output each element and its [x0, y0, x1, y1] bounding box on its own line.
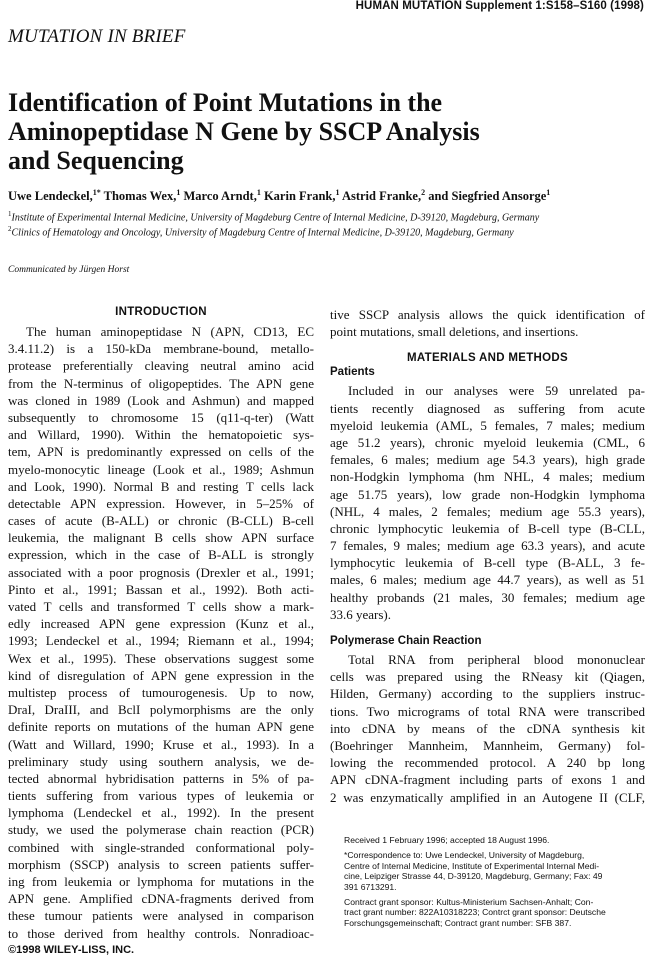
author-affiliation-marker: 1 [176, 188, 181, 197]
affiliation-1 [8, 210, 648, 223]
text-line: (NHL, 4 males, 2 females; medium age 55.3 years), [330, 503, 645, 519]
affiliation-2 [8, 225, 648, 238]
text-line: APN gene. Amplified cDNA-fragments derived from [8, 891, 314, 907]
text-line: and Look, 1990). Normal B and resting T cells lack [8, 478, 314, 494]
text-line: study, we used the polymerase chain reaction (PCR) [8, 822, 314, 838]
author-name: Uwe Lendeckel, [8, 189, 93, 204]
text-line: (Boehringer Mannheim, Mannheim, Germany) fol- [330, 737, 645, 753]
footnote-line: tract grant number: 822A10318223; Contrct grant sponsor: Deutsche [344, 907, 606, 918]
text-line: tected abnormal hybridisation patterns in 5% of pa- [8, 770, 314, 786]
text-line: APN cDNA-fragment including parts of exons 1 and [330, 772, 645, 788]
text-line: combined with single-stranded conformational poly- [8, 839, 314, 855]
text-line: protease preferentially cleaving neutral amino acid [8, 358, 314, 374]
section-label: MUTATION IN BRIEF [8, 26, 186, 47]
text-line: from the N-terminus of oligopeptides. The APN gene [8, 375, 314, 391]
text-line: non-Hodgkin lymphoma (hm NHL, 4 males; medium [330, 469, 645, 485]
text-line: definite reports on mutations of the human APN gene [8, 719, 314, 735]
author-list [8, 188, 648, 204]
introduction-body [8, 323, 314, 942]
text-line: healthy probands (21 males, 30 females; medium age [330, 589, 645, 605]
author-affiliation-marker: 1 [256, 188, 261, 197]
text-line: preliminary study using southern analysis, we de- [8, 753, 314, 769]
text-line: ing from leukemia or lymphoma for mutations in the [8, 874, 314, 889]
text-line: cases of acute (B-ALL) or chronic (B-CLL) B-cell [8, 513, 314, 529]
text-line: cells was prepared using the RNeasy kit (Qiagen, [330, 669, 645, 685]
text-line: 3.4.11.2) is a 150-kDa membrane-bound, metallo- [8, 341, 314, 357]
author-name: Thomas Wex, [103, 189, 177, 204]
text-line: The human aminopeptidase N (APN, CD13, EC [26, 324, 314, 339]
correspondence-note [330, 850, 648, 892]
text-line: kind of disregulation of APN gene expression in the [8, 667, 314, 683]
text-line: Included in our analyses were 59 unrelated pa- [348, 383, 645, 399]
grant-note [330, 897, 648, 928]
text-line: associated with a poor prognosis (Drexler et al., 1991; [8, 564, 314, 580]
text-line: Wex et al., 1995). These observations suggest some [8, 650, 314, 666]
footnote-line: Contract grant sponsor: Kultus-Ministerium Sachsen-Anhalt; Con- [344, 897, 594, 908]
text-line: lymphocytic leukemia of B-cell type (B-ALL, 3 fe- [330, 555, 645, 571]
affiliation-text: Clinics of Hematology and Oncology, University of Magdeburg Centre of Internal Medicine, D-39120, Magdeburg, Germany [11, 227, 514, 239]
text-line: multistep process of tumourogenesis. Up to now, [8, 684, 314, 700]
text-line: to those derived from healthy controls. Nonradioac- [8, 925, 314, 941]
title-line: Identification of Point Mutations in the [8, 88, 443, 117]
pcr-heading: Polymerase Chain Reaction [330, 635, 482, 647]
text-line: lowing the recommended protocol. A 240 bp long [330, 755, 645, 771]
footnote-line: 391 6713291. [344, 881, 397, 892]
footnote-line: *Correspondence to: Uwe Lendeckel, University of Magdeburg, [344, 850, 585, 861]
text-line: tem, APN is predominantly expressed on cells of the [8, 444, 314, 460]
text-line: point mutations, small deletions, and insertions. [330, 324, 579, 340]
pcr-body [330, 651, 645, 806]
text-line: into cDNA by means of the cDNA synthesis kit [330, 720, 645, 736]
text-line: 33.6 years). [330, 606, 392, 622]
right-column [330, 306, 645, 806]
patients-body [330, 382, 645, 623]
author-name: and Siegfried Ansorge [428, 189, 547, 204]
title-line: Aminopeptidase N Gene by SSCP Analysis [8, 117, 480, 146]
text-line: 2 was enzymatically amplified in an Autogene II (CLF, [330, 789, 645, 805]
text-line: Hilden, Germany) according to the suppliers instruc- [330, 686, 645, 702]
text-line: tients suffering from various types of leukemia or [8, 788, 314, 804]
affiliation-text: Institute of Experimental Internal Medicine, University of Magdeburg Centre of Internal Medicine, D-39120, Magdeburg, Germany [11, 212, 540, 224]
text-line: detectable APN expression. However, in 5–25% of [8, 495, 314, 511]
text-line: 1993; Lendeckel et al., 1994; Riemann et al., 1994; [8, 633, 314, 649]
text-line: tive SSCP analysis allows the quick identification of [330, 307, 645, 322]
footnotes [330, 835, 648, 933]
text-line: myeloid leukemia (AML, 5 females, 7 males; medium [330, 417, 645, 433]
introduction-heading: INTRODUCTION [115, 306, 207, 318]
footnote-line: cine, Leipziger Strasse 44, D-39120, Magdeburg, Germany; Fax: 49 [344, 871, 603, 882]
paper-title [8, 88, 608, 175]
author-affiliation-marker: 1 [546, 188, 551, 197]
text-line: and Willard, 1990). Within the hematopoietic sys- [8, 427, 314, 443]
communicated-by: Communicated by Jürgen Horst [8, 265, 130, 275]
text-line: morphism (SSCP) analysis to screen patients suffer- [8, 856, 314, 872]
author-name: Marco Arndt, [183, 189, 257, 204]
text-line: vated T cells and transformed T cells show a mark- [8, 599, 314, 614]
author-affiliation-marker: 1 [335, 188, 340, 197]
text-line: 7 females, 9 males; medium age 63.3 years), and acute [330, 538, 645, 554]
introduction-continued [330, 306, 645, 340]
materials-methods-heading: MATERIALS AND METHODS [407, 352, 568, 365]
text-line: tions. Two micrograms of total RNA were transcribed [330, 703, 645, 719]
text-line: subsequently to chromosome 15 (q11-q-ter) (Watt [8, 409, 314, 425]
copyright: ©1998 WILEY-LISS, INC. [8, 944, 135, 956]
text-line: lymphoma (Lendeckel et al., 1992). In the present [8, 805, 314, 821]
text-line: was cloned in 1989 (Look and Ashmun) and mapped [8, 392, 314, 408]
footnote-line: Centre of Internal Medicine, Institute of Experimental Internal Medi- [344, 860, 600, 871]
text-line: tients recently diagnosed as suffering from acute [330, 400, 645, 416]
patients-heading: Patients [330, 366, 375, 379]
text-line: leukemia, the malignant B cells show APN surface [8, 530, 314, 546]
text-line: (Watt and Willard, 1990; Kruse et al., 1993). In a [8, 736, 314, 752]
text-line: myelo-monocytic lineage (Look et al., 1989; Ashmun [8, 461, 314, 477]
text-line: chronic lymphocytic leukemia of B-cell type (B-CLL, [330, 520, 645, 536]
author-affiliation-marker: 2 [421, 188, 426, 197]
title-line: and Sequencing [8, 146, 184, 175]
footnote-line: Forschungsgemeinschaft; Contract grant number: SFB 387. [344, 917, 572, 928]
author-name: Astrid Franke, [341, 189, 422, 204]
text-line: age 51.75 years), low grade non-Hodgkin lymphoma [330, 486, 645, 502]
text-line: DraI, DraIII, and BclI polymorphisms are the only [8, 702, 314, 718]
left-column [8, 306, 314, 942]
text-line: females, 6 males; medium age 54.3 years), high grade [330, 452, 645, 468]
text-line: age 51.2 years), chronic myeloid leukemia (CML, 6 [330, 434, 645, 450]
text-line: edly increased APN gene expression (Kunz et al., [8, 616, 314, 632]
affiliation-marker: 2 [8, 225, 12, 233]
text-line: Pinto et al., 1991; Bassan et al., 1992). Both acti- [8, 581, 314, 597]
author-affiliation-marker: 1* [92, 188, 101, 197]
text-line: expression, which in the case of B-ALL is strongly [8, 547, 314, 563]
affiliation-marker: 1 [8, 210, 12, 218]
author-name: Karin Frank, [263, 189, 336, 204]
text-line: males, 6 males; medium age 44.7 years), as well as 51 [330, 572, 645, 588]
text-line: Total RNA from peripheral blood mononuclear [348, 652, 645, 667]
text-line: these tumour patients were analysed in comparison [8, 908, 314, 924]
received-note: Received 1 February 1996; accepted 18 August 1996. [344, 835, 550, 845]
journal-header: HUMAN MUTATION Supplement 1:S158–S160 (1998) [355, 0, 644, 12]
